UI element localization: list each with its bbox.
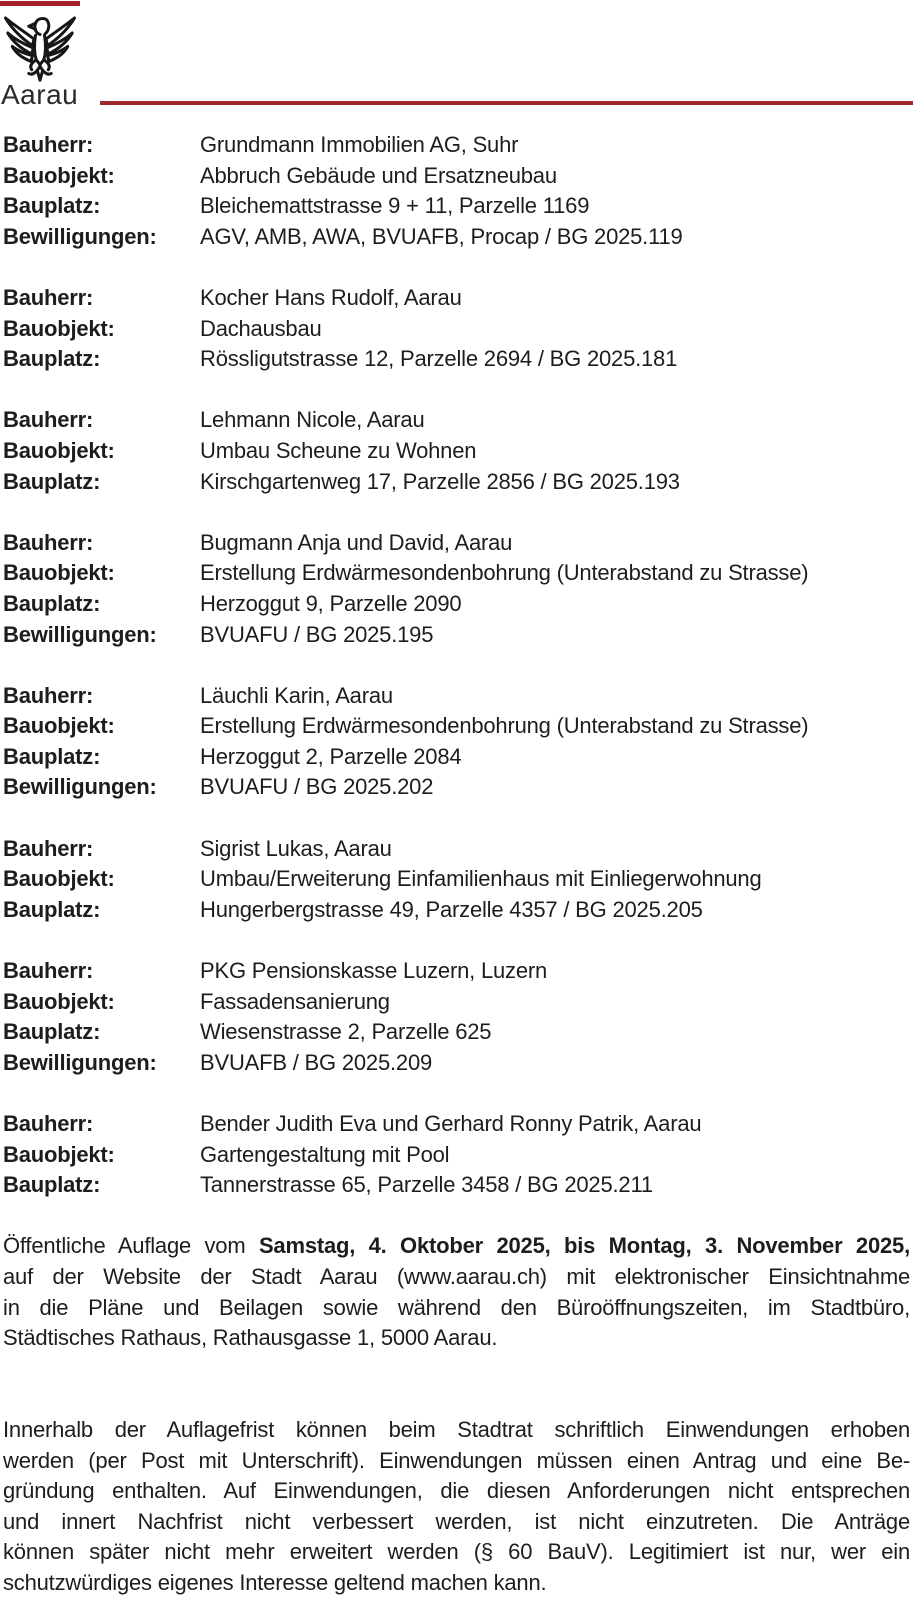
para-line [3,1231,910,1262]
paragraph [3,1415,910,1599]
field-value: Umbau Scheune zu Wohnen [200,437,477,463]
record-field-row [3,589,910,620]
text-segment: werden (per Post mit Unterschrift). Einwendungen müssen einen Antrag und eine Be- [3,1447,910,1473]
field-label: Bauplatz: [3,590,101,616]
field-label: Bewilligungen: [3,774,157,800]
record-field-row [3,711,910,742]
field-value: Lehmann Nicole, Aarau [200,407,425,433]
record-field-row [3,834,910,865]
field-label: Bauherr: [3,284,94,310]
record-field-row [3,222,910,253]
record-field-row [3,405,910,436]
record-field-row [3,314,910,345]
text-segment: Innerhalb der Auflagefrist können beim Stadtrat schriftlich Einwendungen erhoben [3,1416,910,1442]
record-field-row [3,956,910,987]
para-line [3,1507,910,1538]
records-list [3,130,910,1201]
field-value: Wiesenstrasse 2, Parzelle 625 [200,1019,492,1045]
record-field-row [3,191,910,222]
record-field-row [3,620,910,651]
record [3,834,910,926]
record-field-row [3,283,910,314]
record-field-row [3,1048,910,1079]
field-label: Bauobjekt: [3,162,115,188]
para-line [3,1323,910,1354]
record-field-row [3,987,910,1018]
field-label: Bewilligungen: [3,621,157,647]
text-segment: können später nicht mehr erweitert werden (§ 60 BauV). Legitimiert ist nur, wer ein [3,1539,910,1565]
record [3,956,910,1078]
record [3,1109,910,1201]
field-value: Bugmann Anja und David, Aarau [200,529,513,555]
field-label: Bauherr: [3,682,94,708]
field-label: Bauherr: [3,407,94,433]
field-label: Bauplatz: [3,743,101,769]
field-value: Umbau/Erweiterung Einfamilienhaus mit Einliegerwohnung [200,866,762,892]
content [0,130,913,1599]
field-value: Kocher Hans Rudolf, Aarau [200,284,462,310]
record-field-row [3,1170,910,1201]
field-value: AGV, AMB, AWA, BVUAFB, Procap / BG 2025.119 [200,223,683,249]
record-field-row [3,1109,910,1140]
para-line [3,1415,910,1446]
field-value: Grundmann Immobilien AG, Suhr [200,132,519,157]
field-label: Bauobjekt: [3,437,115,463]
field-value: Herzoggut 2, Parzelle 2084 [200,743,462,769]
field-label: Bauplatz: [3,468,101,494]
para-line [3,1293,910,1324]
aarau-eagle-icon [1,12,79,84]
field-value: PKG Pensionskasse Luzern, Luzern [200,958,548,984]
field-value: Abbruch Gebäude und Ersatzneubau [200,162,557,188]
field-value: Gartengestaltung mit Pool [200,1141,450,1167]
field-value: BVUAFB / BG 2025.209 [200,1049,433,1075]
field-value: BVUAFU / BG 2025.202 [200,774,434,800]
text-segment: Öffentliche Auflage vom [3,1233,259,1259]
para-line [3,1446,910,1477]
text-segment: auf der Website der Stadt Aarau (www.aarau.ch) mit elektronischer Einsichtnahme [3,1263,910,1289]
field-value: Hungerbergstrasse 49, Parzelle 4357 / BG 2025.205 [200,896,703,922]
record [3,130,910,252]
field-value: Bleichemattstrasse 9 + 11, Parzelle 1169 [200,193,590,219]
field-label: Bauobjekt: [3,988,115,1014]
paragraphs-section [3,1231,910,1598]
field-label: Bauherr: [3,835,94,861]
text-segment: schutzwürdiges eigenes Interesse geltend machen kann. [3,1569,547,1595]
field-value: BVUAFU / BG 2025.195 [200,621,434,647]
field-label: Bewilligungen: [3,223,157,249]
para-line [3,1262,910,1293]
record-field-row [3,344,910,375]
field-label: Bauobjekt: [3,315,115,341]
text-segment: gründung enthalten. Auf Einwendungen, die diesen Anforderungen nicht entsprechen [3,1478,910,1504]
field-label: Bauplatz: [3,193,101,219]
field-label: Bauobjekt: [3,866,115,892]
field-label: Bauplatz: [3,896,101,922]
field-value: Sigrist Lukas, Aarau [200,835,392,861]
record-field-row [3,528,910,559]
record-field-row [3,467,910,498]
field-value: Herzoggut 9, Parzelle 2090 [200,590,462,616]
header-rule [100,101,913,105]
field-value: Erstellung Erdwärmesondenbohrung (Unterabstand zu Strasse) [200,713,809,739]
field-value: Erstellung Erdwärmesondenbohrung (Unterabstand zu Strasse) [200,560,809,586]
field-value: Kirschgartenweg 17, Parzelle 2856 / BG 2025.193 [200,468,680,494]
field-label: Bauherr: [3,132,94,157]
record-field-row [3,1017,910,1048]
city-wordmark: Aarau [1,79,79,110]
field-label: Bauherr: [3,958,94,984]
field-value: Tannerstrasse 65, Parzelle 3458 / BG 2025.211 [200,1172,653,1198]
field-label: Bauplatz: [3,1019,101,1045]
field-value: Rössligutstrasse 12, Parzelle 2694 / BG 2025.181 [200,346,678,372]
record-field-row [3,895,910,926]
field-label: Bauplatz: [3,346,101,372]
field-value: Fassadensanierung [200,988,390,1014]
logo-red-bar [0,1,80,6]
record-field-row [3,436,910,467]
record-field-row [3,772,910,803]
record-field-row [3,864,910,895]
record-field-row [3,161,910,192]
field-label: Bauobjekt: [3,713,115,739]
field-value: Läuchli Karin, Aarau [200,682,393,708]
field-label: Bewilligungen: [3,1049,157,1075]
record [3,528,910,650]
record [3,681,910,803]
record-field-row [3,130,910,161]
record [3,283,910,375]
field-label: Bauplatz: [3,1172,101,1198]
text-segment: Städtisches Rathaus, Rathausgasse 1, 5000 Aarau. [3,1325,498,1351]
field-label: Bauherr: [3,529,94,555]
record-field-row [3,681,910,712]
record [3,405,910,497]
para-line [3,1568,910,1599]
field-label: Bauobjekt: [3,1141,115,1167]
record-field-row [3,1140,910,1171]
record-field-row [3,558,910,589]
record-field-row [3,742,910,773]
text-segment: in die Pläne und Beilagen sowie während den Büroöffnungszeiten, im Stadtbüro, [3,1294,910,1320]
text-segment: Samstag, 4. Oktober 2025, bis Montag, 3. November 2025, [258,1233,910,1259]
field-value: Bender Judith Eva und Gerhard Ronny Patrik, Aarau [200,1111,702,1136]
para-line [3,1476,910,1507]
field-label: Bauobjekt: [3,560,115,586]
text-segment: und innert Nachfrist nicht verbessert werden, ist nicht einzutreten. Die Anträge [3,1508,910,1534]
para-line [3,1537,910,1568]
logo [0,0,913,130]
field-value: Dachausbau [200,315,322,341]
field-label: Bauherr: [3,1111,94,1136]
paragraph [3,1231,910,1353]
